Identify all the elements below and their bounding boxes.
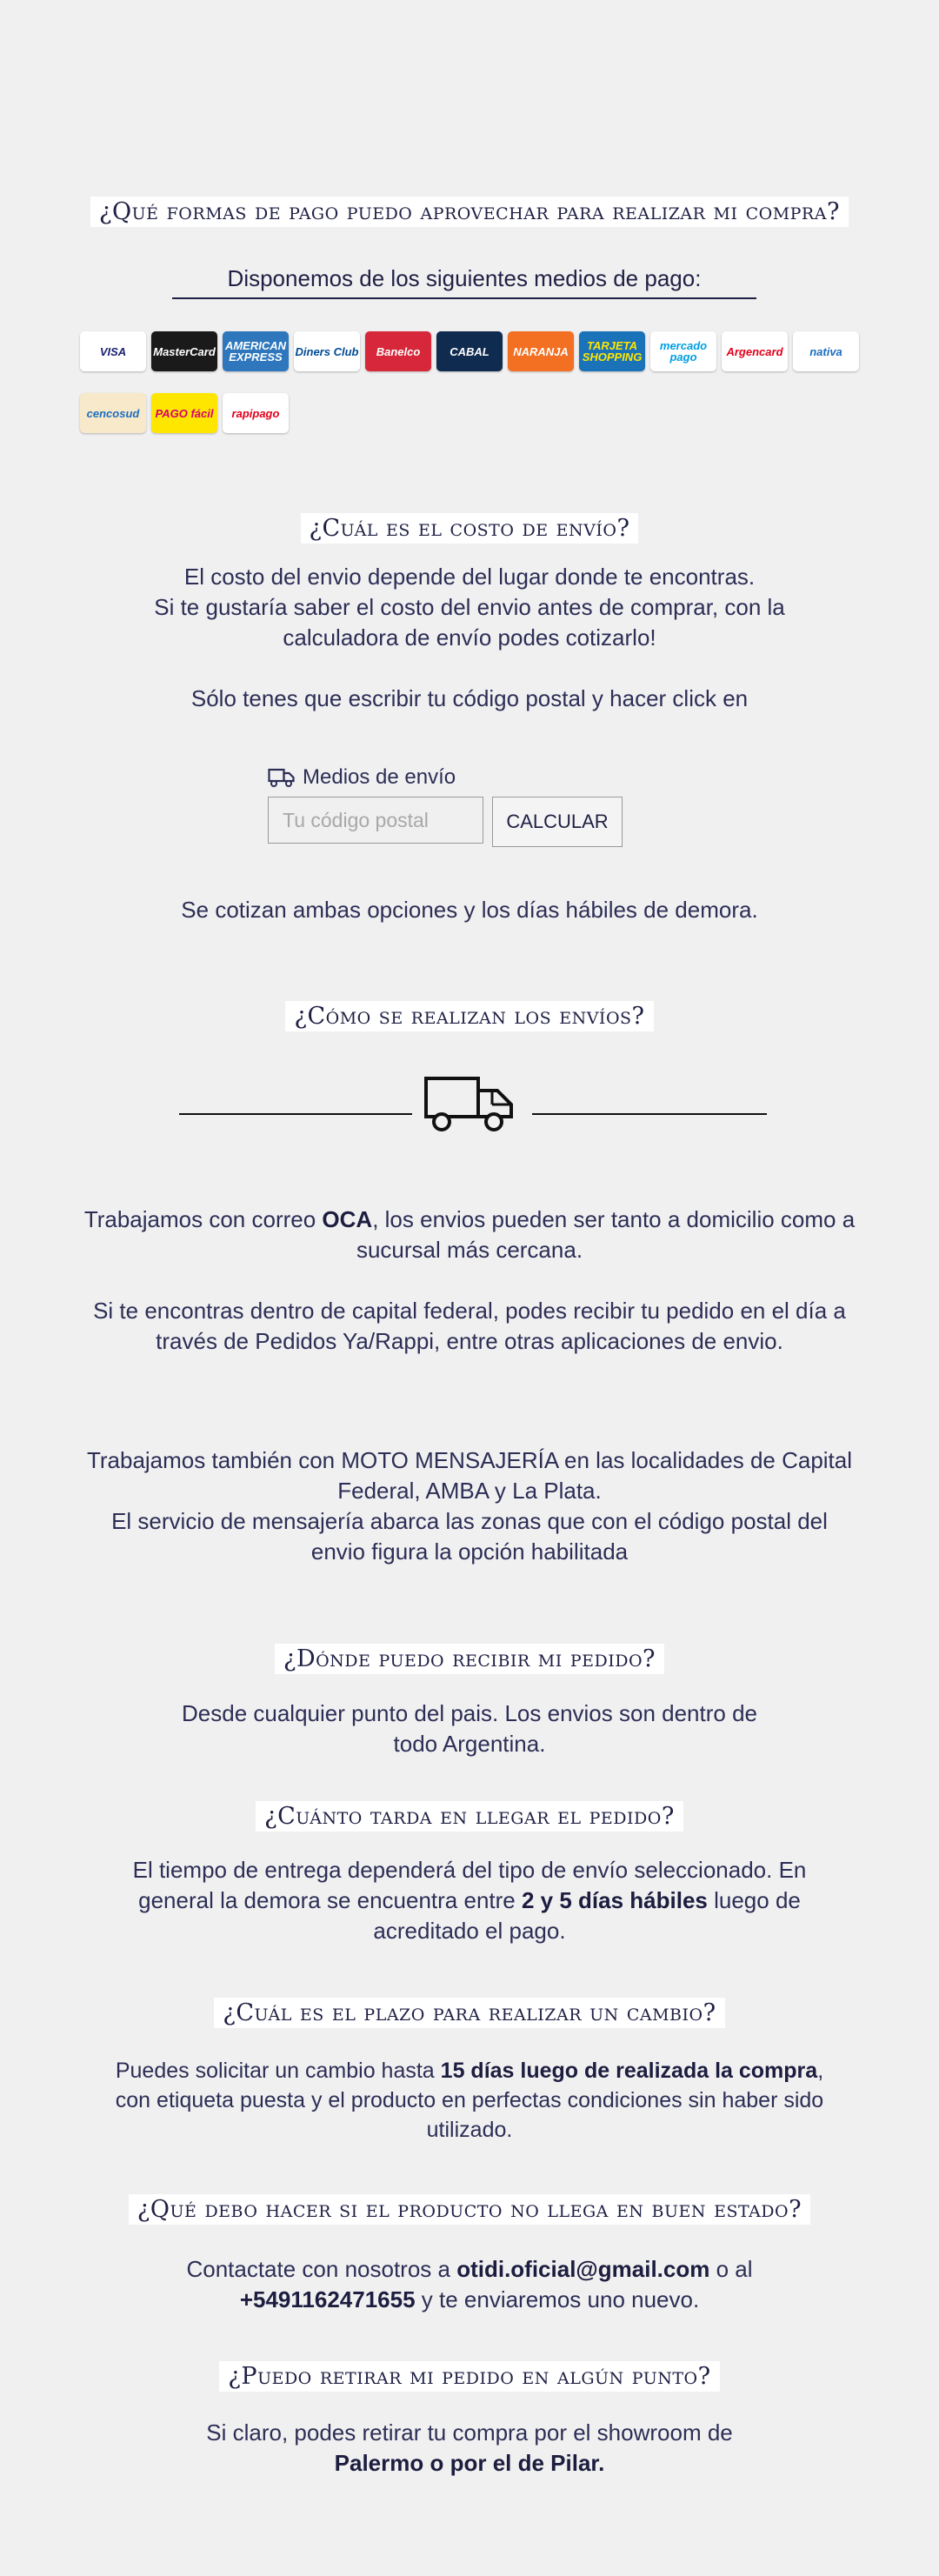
pickup-heading: ¿Puedo retirar mi pedido en algún punto? (0, 2363, 939, 2390)
payment-logo-argencard: Argencard (722, 331, 788, 371)
damaged-text: Contactate con nosotros a otidi.oficial@gmail.com o al +5491162471655 y te enviaremos uno nuevo. (186, 2256, 753, 2312)
exchange-heading: ¿Cuál es el plazo para realizar un cambio? (0, 1999, 939, 2026)
how-text-1: Trabajamos con correo OCA, los envios pueden ser tanto a domicilio como a sucursal más cercana. (83, 1206, 856, 1263)
payment-logo-tarjeta-shopping: TARJETA SHOPPING (579, 331, 645, 371)
payment-logo-pago-f-cil: PAGO fácil (151, 393, 217, 433)
cost-heading: ¿Cuál es el costo de envío? (0, 515, 939, 542)
where-text: Desde cualquier punto del pais. Los envios son dentro de todo Argentina. (182, 1700, 757, 1757)
how-heading: ¿Cómo se realizan los envíos? (0, 1003, 939, 1030)
payment-logo-banelco: Banelco (365, 331, 431, 371)
where-heading: ¿Dónde puedo recibir mi pedido? (0, 1645, 939, 1672)
payment-logo-american-express: AMERICAN EXPRESS (223, 331, 289, 371)
shipping-label: Medios de envío (268, 765, 623, 790)
payment-heading: ¿Qué formas de pago puedo aprovechar para realizar mi compra? (0, 198, 939, 225)
shipping-calculator (268, 765, 623, 847)
payment-logo-mastercard: MasterCard (151, 331, 217, 371)
contact-phone[interactable]: +5491162471655 (239, 2286, 416, 2312)
cost-footer: Se cotizan ambas opciones y los días hábiles de demora. (181, 897, 758, 923)
payment-methods-row-1 (80, 331, 859, 371)
exchange-text: Puedes solicitar un cambio hasta 15 días luego de realizada la compra, con etiqueta puesta y el producto en perfectas condiciones sin haber sido utilizado. (115, 2059, 824, 2142)
calculate-button[interactable]: CALCULAR (492, 797, 623, 847)
divider-left (179, 1113, 412, 1115)
payment-logo-nativa: nativa (793, 331, 859, 371)
payment-logo-cencosud: cencosud (80, 393, 146, 433)
contact-email[interactable]: otidi.oficial@gmail.com (456, 2256, 710, 2282)
pickup-text: Si claro, podes retirar tu compra por el showroom de Palermo o por el de Pilar. (206, 2419, 733, 2476)
payment-logo-visa: VISA (80, 331, 146, 371)
damaged-heading: ¿Qué debo hacer si el producto no llega en buen estado? (0, 2196, 939, 2223)
payment-intro: Disponemos de los siguientes medios de pago: (172, 265, 756, 299)
payment-logo-diners-club: Diners Club (294, 331, 360, 371)
payment-logo-naranja: NARANJA (508, 331, 574, 371)
truck-small-icon (268, 767, 296, 788)
cost-text: El costo del envio depende del lugar donde te encontras. Si te gustaría saber el costo del envio antes de comprar, con la calculadora de envío podes cotizarlo! Sólo tenes que escribir tu código postal y hacer click en (154, 564, 785, 711)
time-text: El tiempo de entrega dependerá del tipo de envío seleccionado. En general la demora se encuentra entre 2 y 5 días hábiles luego de acreditado el pago. (132, 1857, 807, 1944)
time-heading: ¿Cuánto tarda en llegar el pedido? (0, 1803, 939, 1830)
zip-code-input[interactable] (268, 797, 483, 844)
how-text-2: Si te encontras dentro de capital federal, podes recibir tu pedido en el día a través de Pedidos Ya/Rappi, entre otras aplicaciones de envio. (93, 1298, 846, 1354)
payment-logo-mercado-pago: mercado pago (650, 331, 716, 371)
payment-methods-row-2 (80, 393, 289, 433)
payment-logo-cabal: CABAL (436, 331, 503, 371)
payment-logo-rapipago: rapipago (223, 393, 289, 433)
truck-icon (423, 1073, 516, 1134)
divider-right (532, 1113, 767, 1115)
how-text-3: Trabajamos también con MOTO MENSAJERÍA en las localidades de Capital Federal, AMBA y La Plata. El servicio de mensajería abarca las zonas que con el código postal del envio figura la opción habilitada (86, 1447, 853, 1565)
